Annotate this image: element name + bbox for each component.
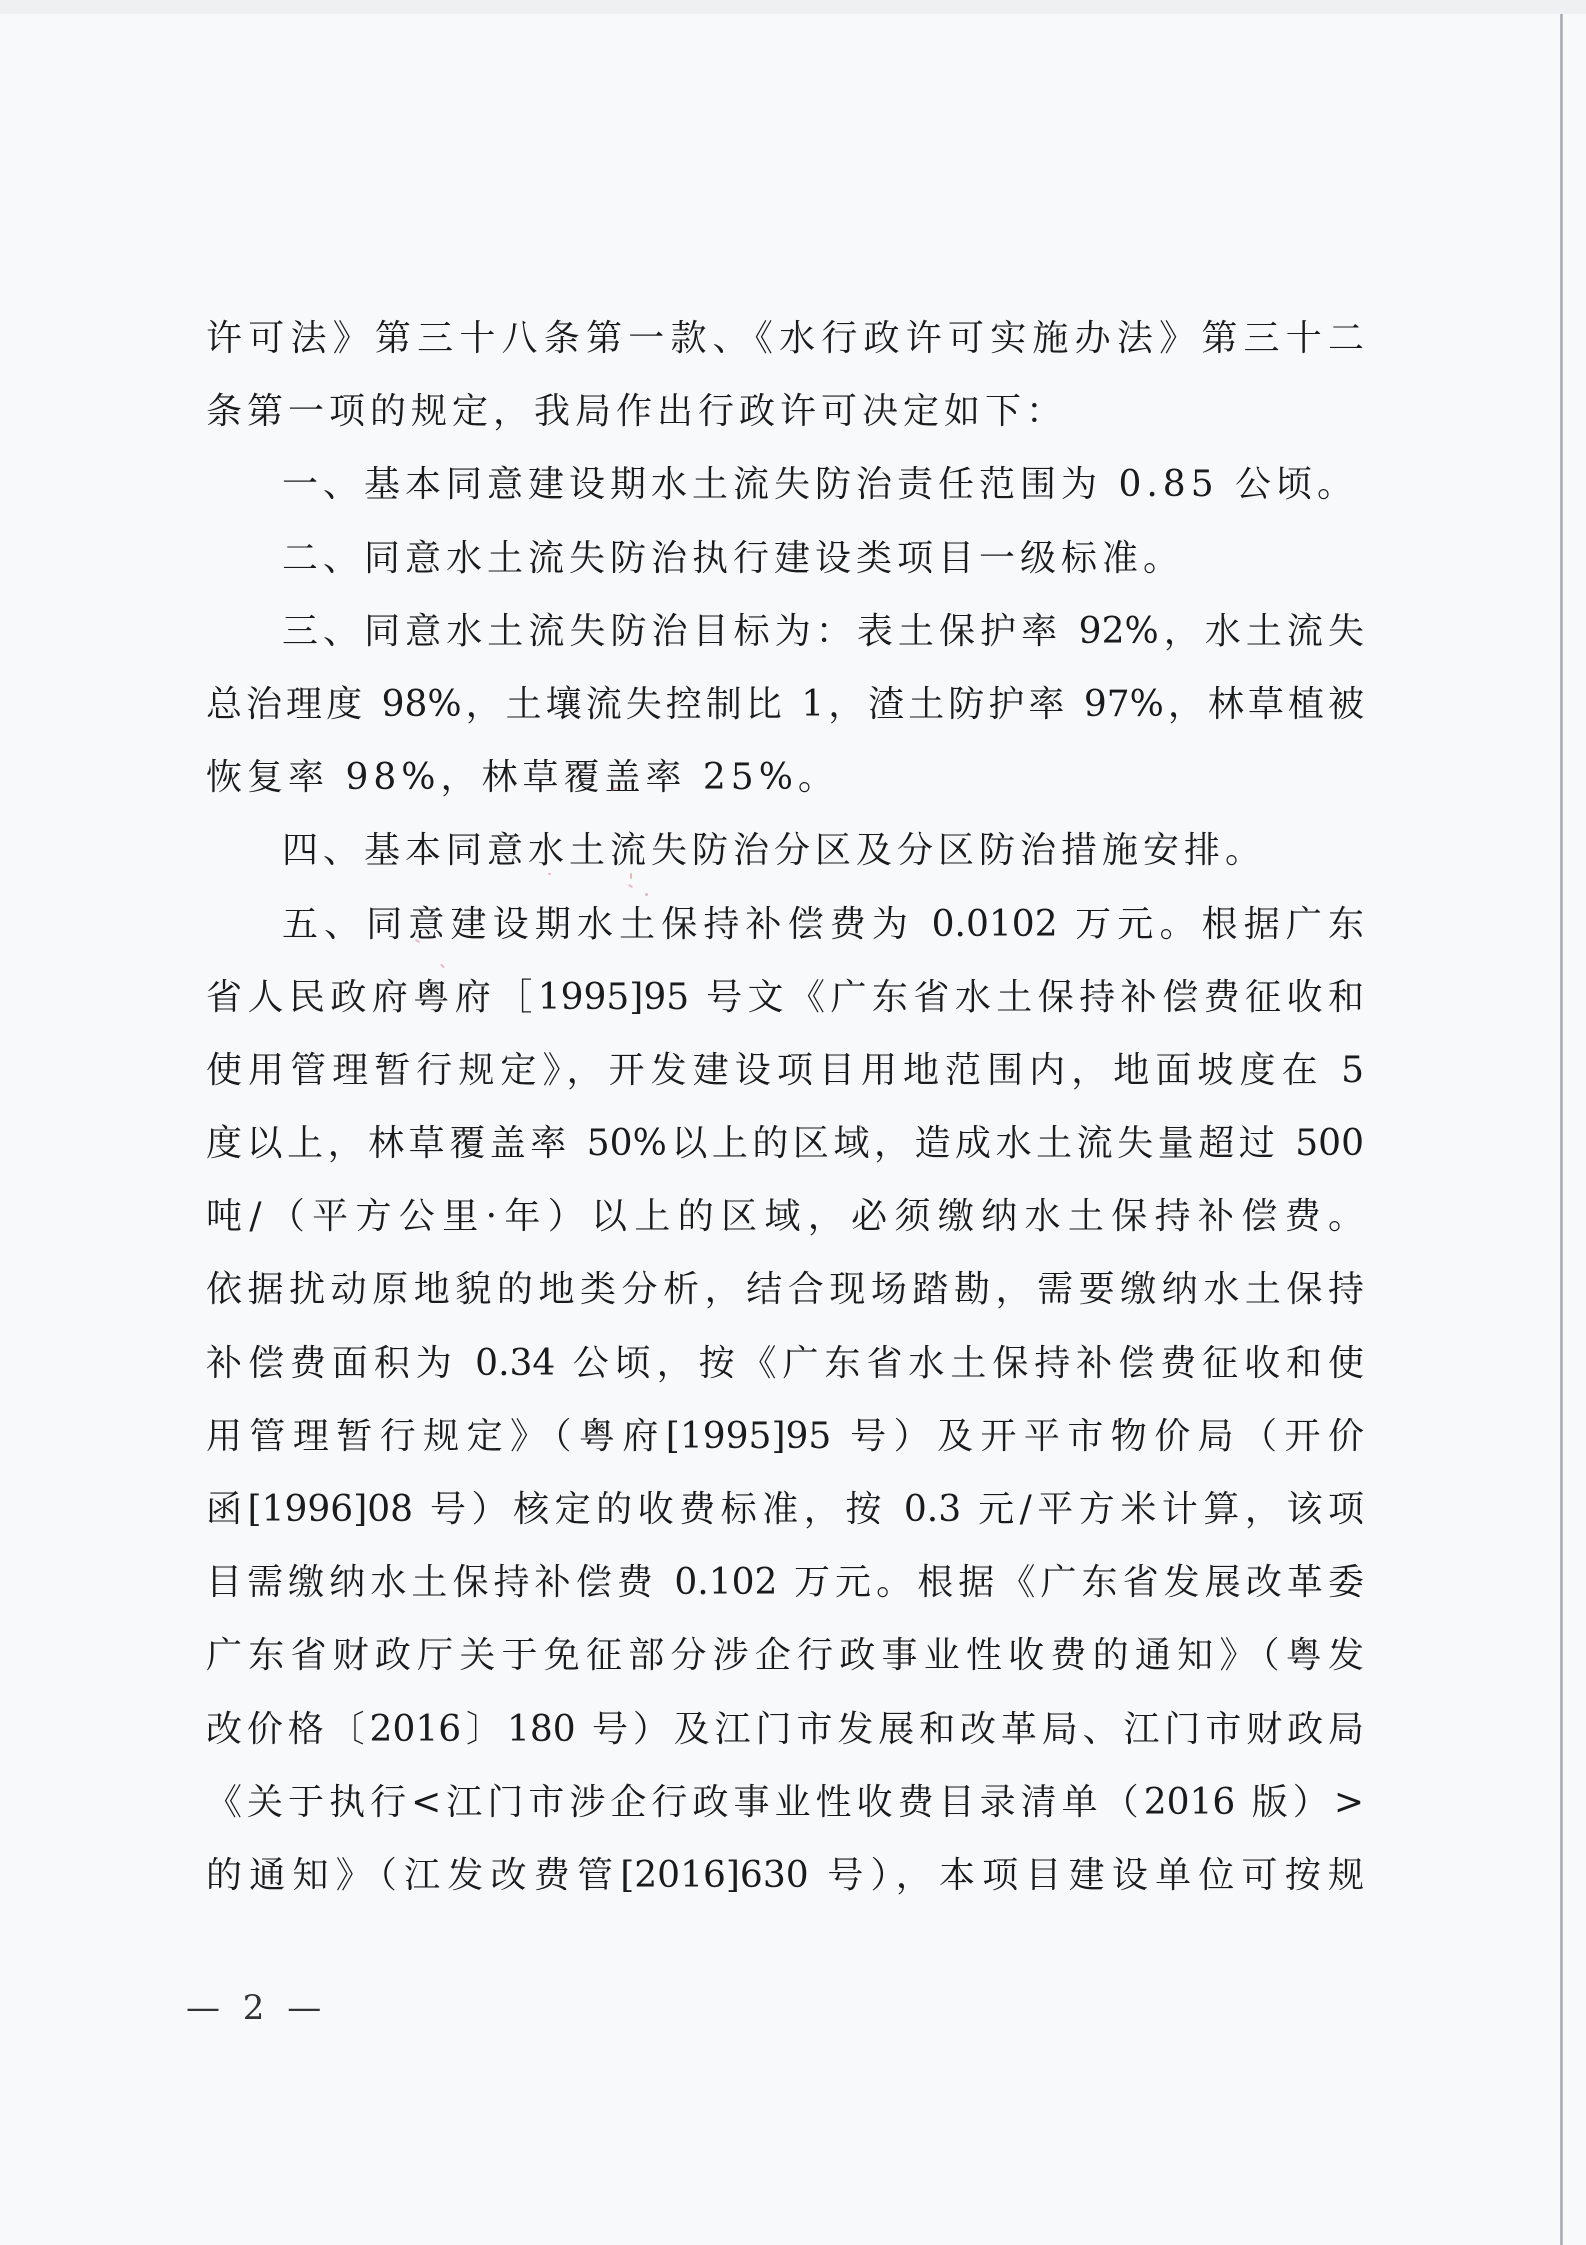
stamp-residue-mark <box>645 893 648 896</box>
text-line: 的通知》（江发改费管[2016]630 号），本项目建设单位可按规 <box>206 1854 1364 1896</box>
text-line: 许可法》第三十八条第一款、《水行政许可实施办法》第三十二 <box>206 318 1364 359</box>
clause-5: 五、同意建设期水土保持补偿费为 0.0102 万元。根据广东 <box>282 903 1364 945</box>
text-line: 补偿费面积为 0.34 公顷，按《广东省水土保持补偿费征收和使 <box>206 1342 1364 1384</box>
clause-2: 二、同意水土流失防治执行建设类项目一级标准。 <box>282 537 1185 579</box>
clause-3: 三、同意水土流失防治目标为：表土保护率 92%，水土流失 <box>282 610 1364 652</box>
text-line: 总治理度 98%，土壤流失控制比 1，渣土防护率 97%，林草植被 <box>206 683 1364 725</box>
text-line: 使用管理暂行规定》，开发建设项目用地范围内，地面坡度在 5 <box>206 1049 1364 1091</box>
text-line: 函[1996]08 号）核定的收费标准，按 0.3 元/平方米计算，该项 <box>206 1489 1364 1530</box>
text-line: 吨/（平方公里·年）以上的区域，必须缴纳水土保持补偿费。 <box>206 1196 1364 1238</box>
text-line: 条第一项的规定，我局作出行政许可决定如下： <box>206 391 1068 433</box>
text-line: 依据扰动原地貌的地类分析，结合现场踏勘，需要缴纳水土保持 <box>206 1269 1364 1311</box>
text-line: 恢复率 98%，林草覆盖率 25%。 <box>206 757 839 799</box>
page-number: — 2 — <box>186 1988 328 2028</box>
page-right-edge <box>1560 14 1563 2245</box>
text-line: 广东省财政厅关于免征部分涉企行政事业性收费的通知》（粤发 <box>206 1635 1364 1677</box>
text-line: 改价格〔2016〕180 号）及江门市发展和改革局、江门市财政局 <box>206 1708 1364 1750</box>
stamp-residue-mark <box>630 873 632 879</box>
text-line: 《关于执行<江门市涉企行政事业性收费目录清单（2016 版）> <box>206 1781 1364 1823</box>
clause-1: 一、基本同意建设期水土流失防治责任范围为 0.85 公顷。 <box>282 464 1359 506</box>
clause-4: 四、基本同意水土流失防治分区及分区防治措施安排。 <box>282 830 1267 872</box>
document-body <box>206 302 1364 1912</box>
scan-top-margin <box>0 0 1586 14</box>
text-line: 度以上，林草覆盖率 50%以上的区域，造成水土流失量超过 500 <box>206 1123 1364 1165</box>
text-line: 用管理暂行规定》（粤府[1995]95 号）及开平市物价局（开价 <box>206 1415 1364 1457</box>
text-line: 目需缴纳水土保持补偿费 0.102 万元。根据《广东省发展改革委 <box>206 1562 1364 1604</box>
text-line: 省人民政府粤府［1995]95 号文《广东省水土保持补偿费征收和 <box>206 976 1364 1018</box>
stamp-residue-mark <box>548 873 551 875</box>
